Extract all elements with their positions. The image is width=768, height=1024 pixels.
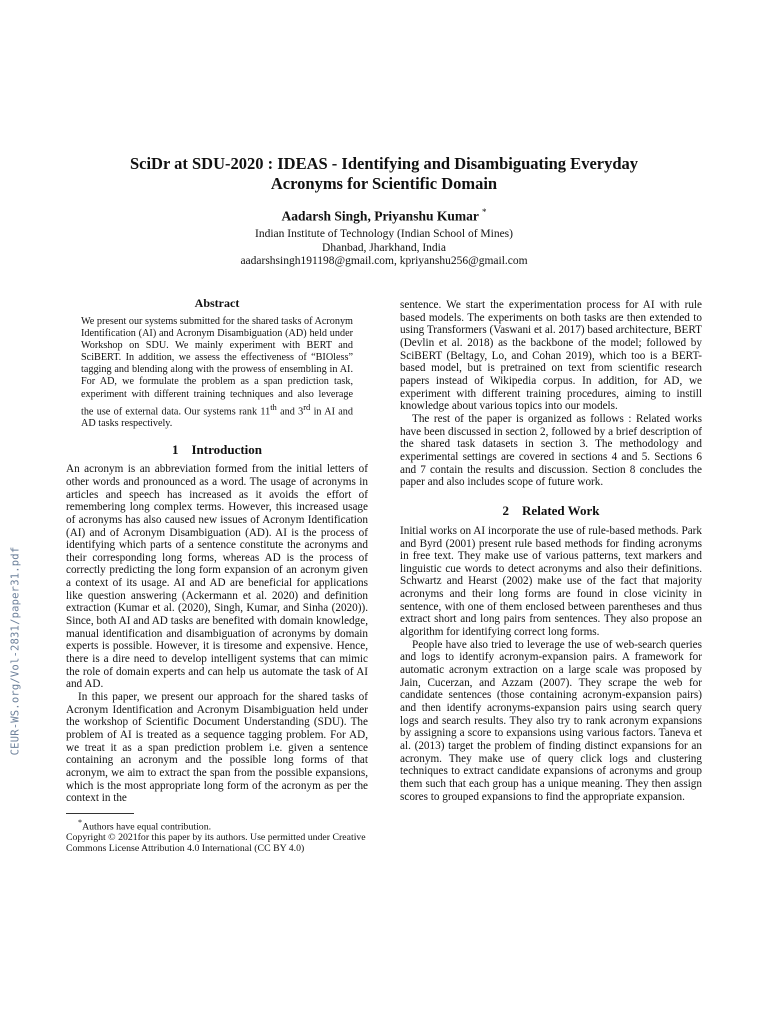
abstract-body	[81, 316, 353, 430]
affiliation-location: Dhanbad, Jharkhand, India	[322, 241, 446, 254]
side-identifier-text: CEUR-WS.org/Vol-2831/paper31.pdf	[9, 546, 22, 756]
abstract-sup-rd: rd	[303, 401, 311, 412]
abstract-heading: Abstract	[194, 296, 240, 310]
introduction-paragraph-1: An acronym is an abbreviation formed from the initial letters of other words and pronounced as a word. The usage of acronyms in articles and speech has increased as it avoids the effort of remembering long complex terms. However, this increased usage of acronyms has also caused new issues of Acronym Identification (AI) and of Acronym Disambiguation (AD). AI is the process of identifying which parts of a sentence constitute the acronyms and their corresponding long forms, whereas AD is the process of correctly predicting the long form expansion of an acronym given a context of its usage. AI and AD are beneficial for applications like question answering (Ackermann et al. 2020) and definition extraction (Kumar et al. (2020), Singh, Kumar, and Sinha (2020)). Since, both AI and AD tasks are benefited with domain knowledge, manual identification and disambiguation of acronyms by domain experts is possible. However, it is tiresome and expensive. Hence, there is a dire need to develop intelligent systems that can mimic the role of domain experts and can help us automate the task of AI and AD.	[66, 463, 368, 691]
affiliation-institution: Indian Institute of Technology (Indian School of Mines)	[254, 228, 513, 240]
footnote-copyright: Copyright © 2021for this paper by its authors. Use permitted under Creative Commons License Attribution 4.0 International (CC BY 4.0)	[66, 832, 366, 855]
paper-title	[70, 154, 698, 194]
author-emails: aadarshsingh191198@gmail.com, kpriyanshu256@gmail.com	[240, 255, 528, 267]
footnote-equal-contribution	[66, 817, 368, 832]
abstract-text-c: in AI and AD tasks respectively.	[81, 406, 353, 430]
right-column	[400, 299, 702, 803]
author-list	[70, 207, 698, 225]
right-paragraph-2: The rest of the paper is organized as follows : Related works have been discussed in section 2, followed by a brief description of the shared task datasets in section 3. The methodology and experimental settings are covered in sections 4 and 5. Sections 6 and 7 contain the results and discussion. Section 8 concludes the paper and also includes scope of future work.	[400, 412, 702, 489]
author-footnote-mark: *	[481, 207, 487, 217]
related-work-paragraph-2: People have also tried to leverage the use of web-search queries and logs to identify acronym-expansion pairs. A framework for automatic acronym extraction on a large scale was proposed by Jain, Cucerzan, and Azzam (2007). They scrape the web for candidate sentences (those containing acronym-expansion pairs) and then identify acronyms-expansion pairs using search query logs and search results. They also try to rank acronym expansions by assigning a score to expansions using various factors. Taneva et al. (2013) target the problem of finding distinct expansions for an acronym. They make use of query click logs and clustering techniques to extract candidate expansions of acronyms and group them such that each group has a unique meaning. They then assign scores to grouped expansions to find the appropriate expansion.	[400, 638, 702, 803]
abstract-text-a: We present our systems submitted for the shared tasks of Acronym Identification (AI) and Acronym Disambiguation (AD) held under Workshop on SDU. We mainly experiment with BERT and SciBERT. In addition, we assess the effectiveness of “BIOless” tagging and blending along with the prowess of ensembling in AI. For AD, we formulate the problem as a span prediction task, experiment with different training techniques and also leverage the use of external data. Our systems rank 11	[81, 316, 353, 418]
side-identifier	[9, 536, 21, 766]
abstract-text-b: and 3	[276, 406, 304, 418]
footnote-mark: *	[78, 817, 83, 827]
affiliation-block	[70, 228, 698, 269]
footnote-equal-text: Authors have equal contribution.	[82, 821, 212, 833]
abstract-sup-th: th	[270, 401, 277, 412]
title-line-1: SciDr at SDU-2020 : IDEAS - Identifying and Disambiguating Everyday	[129, 154, 639, 173]
left-column	[66, 296, 368, 854]
introduction-heading: 1 Introduction	[171, 442, 263, 458]
related-work-paragraph-1: Initial works on AI incorporate the use of rule-based methods. Park and Byrd (2001) present rule based methods for finding acronyms in free text. They make use of various patterns, text markers and linguistic cue words to detect acronyms and also their definitions. Schwartz and Hearst (2002) make use of the fact that majority acronyms and their long forms are found in close vicinity in sentence, with one of them enclosed between parentheses and thus extract short and long pairs from sentences. They also propose an algorithm for identifying correct long forms.	[400, 524, 702, 639]
introduction-paragraph-2: In this paper, we present our approach for the shared tasks of Acronym Identification and Acronym Disambiguation held under the workshop of Scientific Document Understanding (SDU). The problem of AI is treated as a sequence tagging problem. For AD, we treat it as a span prediction problem i.e. given a sentence containing an acronym and the possible long forms of that acronym, we aim to extract the span from the possible expansions, which is the most appropriate long form of the acronym as per the context in the	[66, 691, 368, 805]
title-line-2: Acronyms for Scientific Domain	[270, 174, 498, 193]
footnote-rule	[66, 813, 134, 814]
author-names: Aadarsh Singh, Priyanshu Kumar	[281, 208, 479, 224]
related-work-heading: 2 Related Work	[502, 502, 600, 518]
right-paragraph-1: sentence. We start the experimentation process for AI with rule based models. The experiments on both tasks are then extended to using Transformers (Vaswani et al. 2017) based architecture, BERT (Devlin et al. 2018) as the backbone of the model; followed by SciBERT (Beltagy, Lo, and Cohan 2019), which too is a BERT-based model, but is pretrained on text from scientific research papers instead of Wikipedia corpus. In addition, for AD, we experiment with different training procedures, aiming to instill knowledge about various topics into our models.	[400, 299, 702, 413]
